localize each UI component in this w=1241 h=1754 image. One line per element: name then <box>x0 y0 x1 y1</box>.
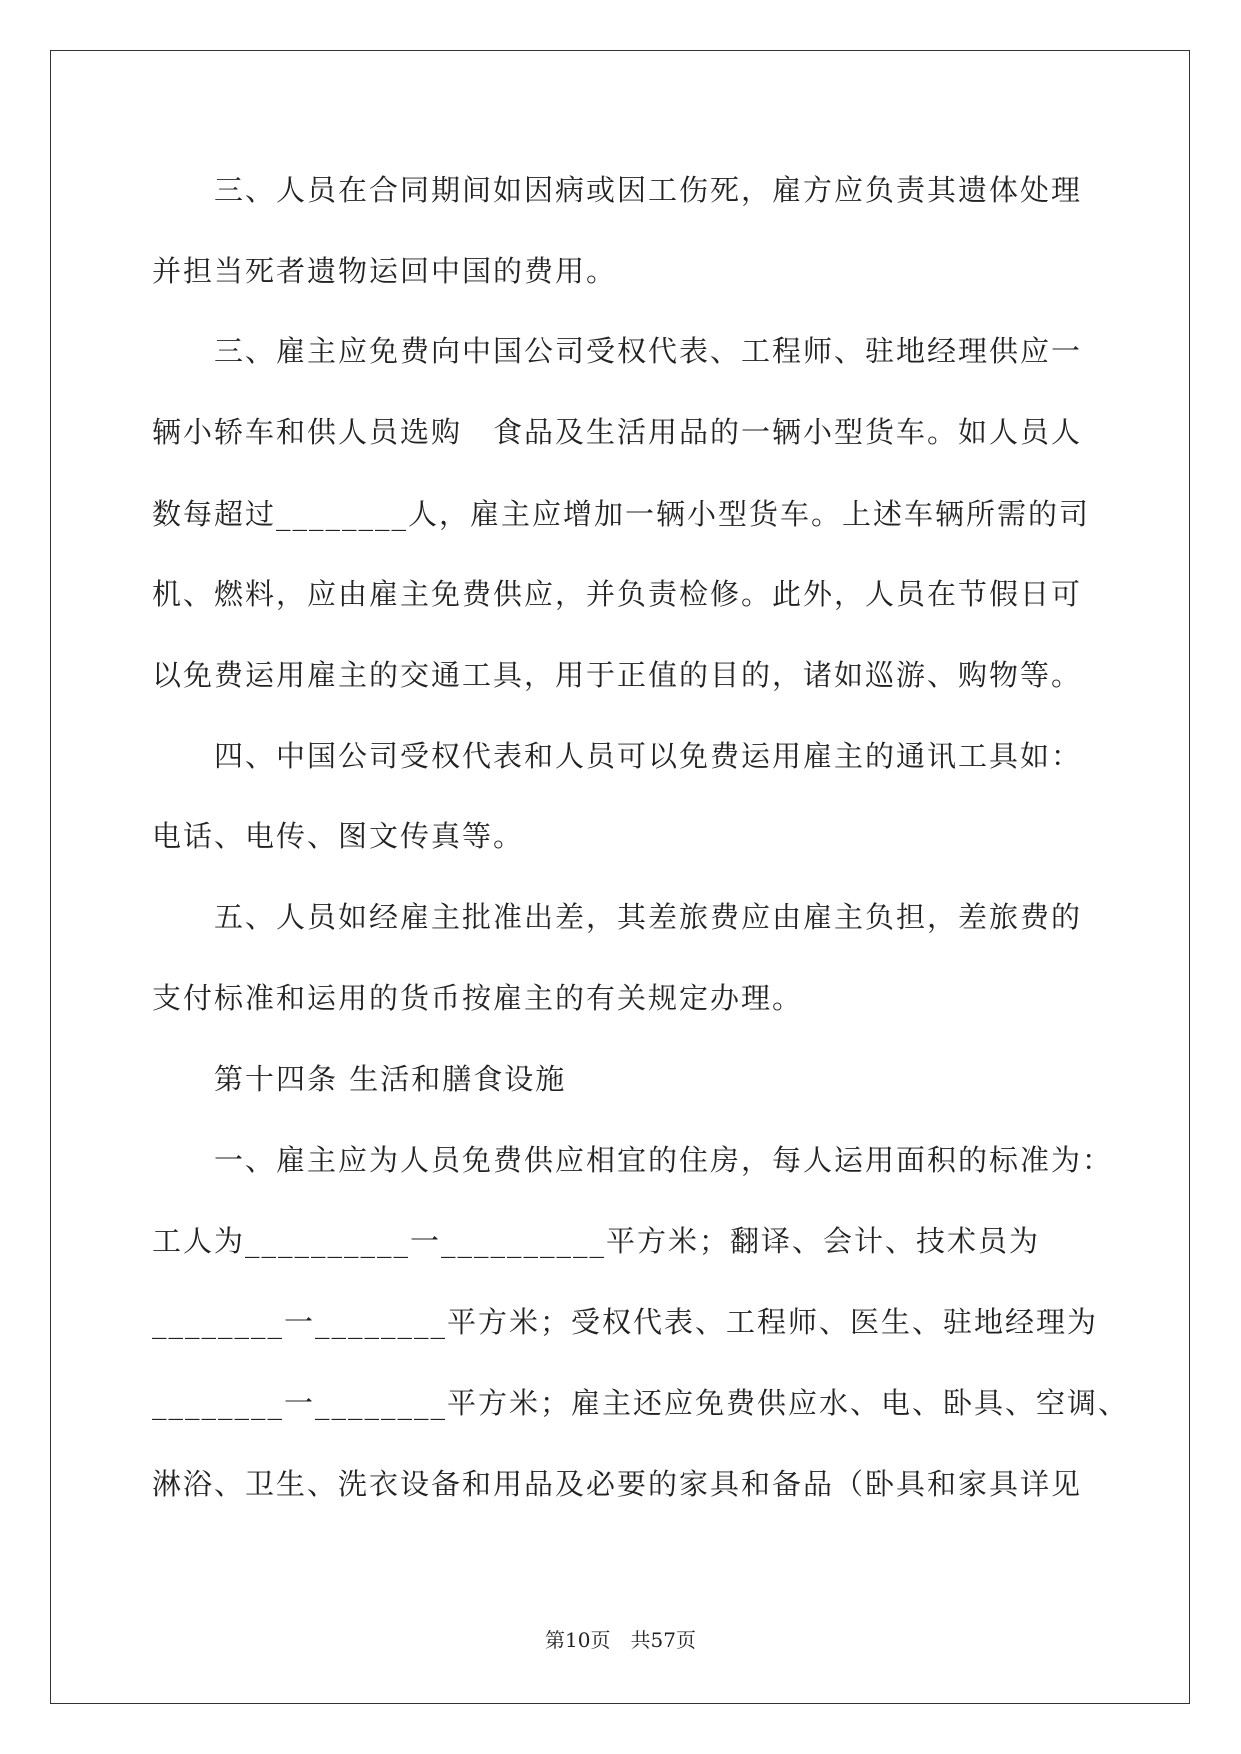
text-line: 淋浴、卫生、洗衣设备和用品及必要的家具和备品（卧具和家具详见 <box>152 1467 1083 1501</box>
text-line: ________一________平方米；受权代表、工程师、医生、驻地经理为 <box>152 1305 1099 1339</box>
text-line: 并担当死者遗物运回中国的费用。 <box>152 254 618 288</box>
text-line: 数每超过________人，雇主应增加一辆小型货车。上述车辆所需的司 <box>152 497 1091 531</box>
page-number-footer: 第10页 共57页 <box>545 1628 696 1652</box>
text-line: 以免费运用雇主的交通工具，用于正值的目的，诸如巡游、购物等。 <box>152 658 1083 692</box>
section-heading: 第十四条 生活和膳食设施 <box>214 1062 567 1096</box>
text-line: 机、燃料，应由雇主免费供应，并负责检修。此外，人员在节假日可 <box>152 577 1083 611</box>
page-frame <box>50 50 1190 1704</box>
text-line: 一、雇主应为人员免费供应相宜的住房，每人运用面积的标准为： <box>214 1143 1114 1177</box>
text-line: 支付标准和运用的货币按雇主的有关规定办理。 <box>152 981 804 1015</box>
text-line: ________一________平方米；雇主还应免费供应水、电、卧具、空调、 <box>152 1386 1130 1420</box>
text-line: 工人为__________一__________平方米；翻译、会计、技术员为 <box>152 1224 1041 1258</box>
text-line: 三、雇主应免费向中国公司受权代表、工程师、驻地经理供应一 <box>214 334 1083 368</box>
text-line: 四、中国公司受权代表和人员可以免费运用雇主的通讯工具如： <box>214 739 1083 773</box>
text-line: 电话、电传、图文传真等。 <box>152 819 525 853</box>
text-line: 三、人员在合同期间如因病或因工伤死，雇方应负责其遗体处理 <box>214 173 1083 207</box>
text-line: 五、人员如经雇主批准出差，其差旅费应由雇主负担，差旅费的 <box>214 900 1083 934</box>
text-line: 辆小轿车和供人员选购 食品及生活用品的一辆小型货车。如人员人 <box>152 415 1083 449</box>
